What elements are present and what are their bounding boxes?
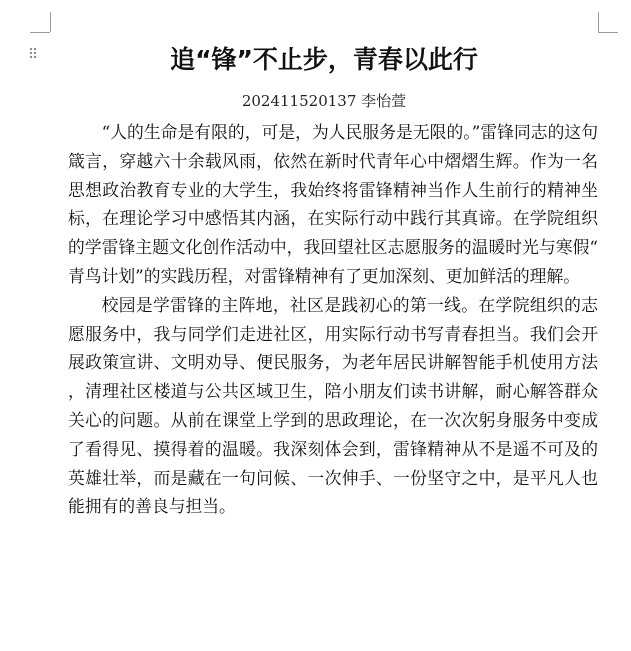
body-paragraph: “人的生命是有限的，可是，为人民服务是无限的。”雷锋同志的这句箴言，穿越六十余载风雨，依然在新时代青年心中熠熠生辉。作为一名思想政治教育专业的大学生，我始终将雷锋精神当作人生前行的精神坐标，在理论学习中感悟其内涵，在实际行动中践行其真谛。在学院组织的学雷锋主题文化创作活动中，我回望社区志愿服务的温暖时光与寒假“青鸟计划”的实践历程，对雷锋精神有了更加深刻、更加鲜活的理解。 (68, 122, 598, 286)
document-body (68, 118, 598, 521)
document-title: 追“锋”不止步，青春以此行 (170, 45, 478, 74)
body-paragraph: 校园是学雷锋的主阵地，社区是践初心的第一线。在学院组织的志愿服务中，我与同学们走进社区，用实际行动书写青春担当。我们会开展政策宣讲、文明劝导、便民服务，为老年居民讲解智能手机使用方法，清理社区楼道与公共区域卫生，陪小朋友们读书讲解，耐心解答群众关心的问题。从前在课堂上学到的思政理论，在一次次躬身服务中变成了看得见、摸得着的温暖。我深刻体会到，雷锋精神从不是遥不可及的英雄壮举，而是藏在一句问候、一次伸手、一份坚守之中，是平凡人也能拥有的善良与担当。 (68, 294, 598, 517)
crop-mark-top-left (50, 12, 51, 32)
crop-mark-top-left (30, 32, 50, 33)
crop-mark-top-right (598, 32, 618, 33)
table-move-handle-icon[interactable]: ⠿ (28, 47, 38, 63)
author-byline: 202411520137 李怡萱 (241, 92, 407, 110)
crop-mark-top-right (598, 12, 599, 32)
